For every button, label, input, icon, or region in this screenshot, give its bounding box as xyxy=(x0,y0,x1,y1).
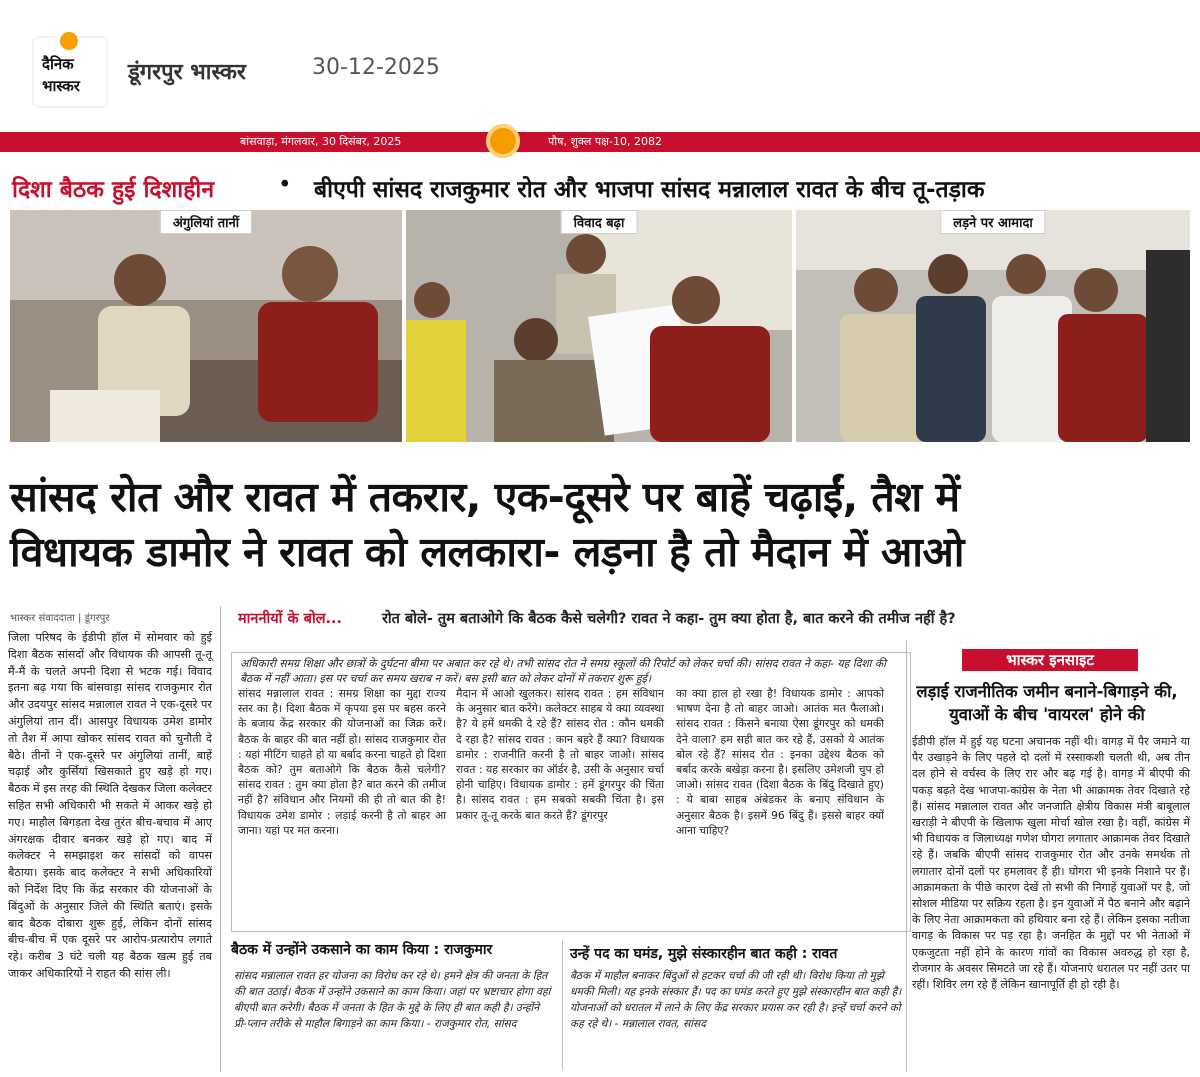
separator-dot: • xyxy=(278,172,292,198)
headline-line1: सांसद रोत और रावत में तकरार, एक-दूसरे पर बाहें चढ़ाईं, तैश में xyxy=(10,473,960,521)
section-title: दिशा बैठक हुई दिशाहीन xyxy=(12,177,215,203)
insight-badge: भास्कर इनसाइट xyxy=(962,649,1138,671)
insight-body: ईडीपी हॉल में हुई यह घटना अचानक नहीं थी। वागड़ में पैर जमाने या पैर उखाड़ने के लिए पहले दो दलों में रस्साकशी चलती थी, अब तीन दल होने से वर्चस्व के लिए रार और बढ़ गई है। वागड़ में बीएपी की पकड़ बढ़ते देख भाजपा-कांग्रेस के नेता भी आक्रामक तेवर दिखाते रहे हैं। सांसद मन्नालाल रावत और जनजाति क्षेत्रीय विकास मंत्री बाबूलाल खराड़ी ने बीएपी के खिलाफ खुला मोर्चा खोल रखा है। वहीं, कांग्रेस में भी विधायक व जिलाध्यक्ष गणेश घोगरा लगातार आक्रामक तेवर दिखाते रहे हैं। जबकि बीएपी सांसद राजकुमार रोत और उनके समर्थक तो लगातार दोनों दलों पर हमलावर हैं ही। घोगरा भी इनके निशाने पर हैं। आक्रामकता के पीछे कारण देखें तो सभी की निगाहें युवाओं पर है, जो सोशल मीडिया पर सक्रिय रहता है। इन युवाओं में पैठ बनाने और बढ़ाने के लिए नेता आक्रामकता को हथियार बना रहे हैं। लेकिन इसका नतीजा वागड़ के विकास पर पड़ रहा है। जनहित के मुद्दों पर भी नेताओं में एकजुटता नहीं होने के कारण गांवों का विकास अवरुद्ध हो रहा है, रोजगार के अवसर सिमटते जा रहे हैं। योजनाएं धरातल पर नहीं उतर पा रहीं। शिविर लग रहे हैं लेकिन खानापूर्ति ही हो रही है। xyxy=(912,735,1190,992)
masthead-strip xyxy=(0,132,1200,152)
dialog-column-1: सांसद मन्नालाल रावत : समग्र शिक्षा का मुद्दा राज्य स्तर का है। दिशा बैठक में कृपया इस पर बहस करने के बजाय केंद्र सरकार की योजनाओं का जिक्र करें। बैठक के बाहर की बात नहीं हो। सांसद राजकुमार रोत : यहां मीटिंग चाहते हो या बर्बाद करना चाहते हो दिशा बैठक को? तुम बताओगे कि बैठक कैसे चलेगी? सांसद रावत : तुम क्या होता है? बात करने की तमीज नहीं है? संविधान और नियमों की ही तो बात की है! विधायक उमेश डामोर : लड़ाई करनी है तो बाहर आ जाना। यहां पर मत करना। xyxy=(238,687,446,837)
sun-icon xyxy=(60,32,78,50)
dialog-column-2: मैदान में आओ खुलकर। सांसद रावत : हम संविधान के अनुसार बात करेंगे। कलेक्टर साहब ये क्या व्यवस्था है? ये हमें धमकी दे रहे हैं? सांसद रोत : कौन धमकी दे रहा है? सांसद रावत : कान बहरे हैं क्या? विधायक डामोर : राजनीति करनी है तो बाहर जाओ। सांसद रावत : यह सरकार का ऑर्डर है, उसी के अनुसार चर्चा होनी चाहिए। विधायक डामोर : हमें डूंगरपुर की चिंता है। सांसद रावत : हम सबको सबकी चिंता है। इस प्रकार तू-तू करके बात करते हैं? डूंगरपुर xyxy=(456,687,664,822)
dialog-intro: अधिकारी समग्र शिक्षा और छात्रों के दुर्घटना बीमा पर अबात कर रहे थे। तभी सांसद रोत ने समग्र स्कूलों की रिपोर्ट को लेकर चर्चा की। सांसद रावत ने कहा- यह दिशा की बैठक में नहीं आता। इस पर चर्चा कर समय खराब न करें। बस इसी बात को लेकर दोनों में तकरार शुरू हुई। xyxy=(240,657,887,685)
quote-bar-title: माननीयों के बोल... xyxy=(238,611,343,627)
logo-line1: दैनिक xyxy=(42,55,74,73)
photo-2-image xyxy=(406,210,792,442)
sun-emblem-icon xyxy=(486,124,520,158)
bhaskar-logo[interactable] xyxy=(32,36,108,108)
photo-3-image xyxy=(796,210,1190,442)
main-headline xyxy=(10,470,1194,580)
photo-2[interactable] xyxy=(406,210,792,442)
photo-3[interactable] xyxy=(796,210,1190,442)
strip-panchang: पौष, शुक्ल पक्ष-10, 2082 xyxy=(548,135,662,148)
insight-title: लड़ाई राजनीतिक जमीन बनाने-बिगाड़ने की, युवाओं के बीच 'वायरल' होने की xyxy=(916,682,1178,724)
lead-story-text: जिला परिषद के ईडीपी हॉल में सोमवार को हुई दिशा बैठक सांसदों और विधायक की आपसी तू-तू मैं-मैं के चलते अपनी दिशा से भटक गई। विवाद इतना बढ़ गया कि बांसवाड़ा सांसद राजकुमार रोत और उदयपुर सांसद मन्नालाल रावत ने एक-दूसरे पर अंगुलियां तान दीं। आसपुर विधायक उमेश डामोर तो तैश में आपा खोकर सांसद रावत को चुनौती दे बैठे। तीनों ने एक-दूसरे पर अंगुलियां तानीं, बाहें चढ़ाई और कुर्सियां खिसकाते हुए खड़े हो गए। बैठक में इस तरह की स्थिति देखकर जिला कलेक्टर सहित सभी अधिकारी भी सकते में आकर खड़े हो गए। माहौल बिगड़ता देख तुरंत बीच-बचाव में आए अंगरक्षक दीवार बनकर खड़े हो गए। बाद में कलेक्टर ने समझाइश कर सांसदों को वापस बैठाया। इसके बाद कलेक्टर ने सभी अधिकारियों को निर्देश दिए कि केंद्र सरकार की योजनाओं के बिंदुओं के अनुसार जिले की स्थिति बताएं। इसके बाद बैठक दोबारा शुरू हुई, लेकिन दोनों सांसद बीच-बीच में एक दूसरे पर आरोप-प्रत्यारोप लगाते रहे। करीब 3 घंटे चली यह बैठक खत्म हुई तब जाकर अधिकारियों ने राहत की सांस ली। xyxy=(8,631,212,980)
photo-1-image xyxy=(10,210,402,442)
dialog-column-3: का क्या हाल हो रखा है! विधायक डामोर : आपको भाषण देना है तो बाहर जाओ। आतंक मत फैलाओ। सांसद रावत : किसने बनाया ऐसा डूंगरपुर को धमकी देने वाला? हम सही बात कर रहे हैं, उसको ये आतंक बोल रहे हैं? सांसद रोत : इनका उद्देश्य बैठक को बर्बाद करके बखेड़ा करना है। इसलिए उमेशजी चुप हो जाओ। सांसद रावत (दिशा बैठक के बिंदु दिखाते हुए) : ये बाबा साहब अंबेडकर के बनाए संविधान के अनुसार बैठक है। इसमें 96 बिंदु हैं। इससे बाहर क्यों आना चाहिए? xyxy=(676,687,884,837)
quote-rot: सांसद मन्नालाल रावत हर योजना का विरोध कर रहे थे। हमने क्षेत्र की जनता के हित की बात उठाई। बैठक में उन्होंने उकसाने का काम किया। जहां पर भ्रष्टाचार होगा वहां बीएपी बात करेगी। बैठक में जनता के हित के मुद्दे के लिए ही बात कही है। उन्होंने प्री-प्लान तरीके से माहौल बिगाड़ने का काम किया। - राजकुमार रोत, सांसद xyxy=(234,970,551,1030)
strip-date: बांसवाड़ा, मंगलवार, 30 दिसंबर, 2025 xyxy=(240,135,402,148)
insight-divider xyxy=(906,640,907,1072)
subhead-rawat: उन्हें पद का घमंड, मुझे संस्कारहीन बात कही : रावत xyxy=(570,946,838,962)
logo-line2: भास्कर xyxy=(42,77,80,95)
subhead-rot: बैठक में उन्होंने उकसाने का काम किया : राजकुमार xyxy=(231,942,493,958)
byline: भास्कर संवाददाता | डूंगरपुर xyxy=(10,613,110,624)
quote-rawat: बैठक में माहौल बनाकर बिंदुओं से हटकर चर्चा की जी रही थी। विरोध किया तो मुझे धमकी मिली। यह इनके संस्कार हैं। पद का घमंड करते हुए मुझे संस्कारहीन बात कही है। योजनाओं को धरातल में लाने के लिए केंद्र सरकार प्रयास कर रही है। इन्हें चर्चा करने को कह रहे थे। - मन्नालाल रावत, सांसद xyxy=(570,970,902,1030)
edition-date: 30-12-2025 xyxy=(312,55,440,80)
column-divider xyxy=(220,606,221,1072)
photo-1[interactable] xyxy=(10,210,402,442)
section-subtitle: बीएपी सांसद राजकुमार रोत और भाजपा सांसद मन्नालाल रावत के बीच तू-तड़ाक xyxy=(314,177,985,203)
subcolumn-divider xyxy=(562,940,563,1070)
photo-2-caption: विवाद बढ़ा xyxy=(561,210,638,234)
photo-3-caption: लड़ने पर आमादा xyxy=(940,210,1045,234)
edition-name[interactable]: डूंगरपुर भास्कर xyxy=(128,60,246,85)
quote-bar-text: रोत बोले- तुम बताओगे कि बैठक कैसे चलेगी? रावत ने कहा- तुम क्या होता है, बात करने की तमीज नहीं है? xyxy=(382,611,956,627)
headline-line2: विधायक डामोर ने रावत को ललकारा- लड़ना है तो मैदान में आओ xyxy=(10,528,964,576)
photo-1-caption: अंगुलियां तानीं xyxy=(160,210,252,234)
